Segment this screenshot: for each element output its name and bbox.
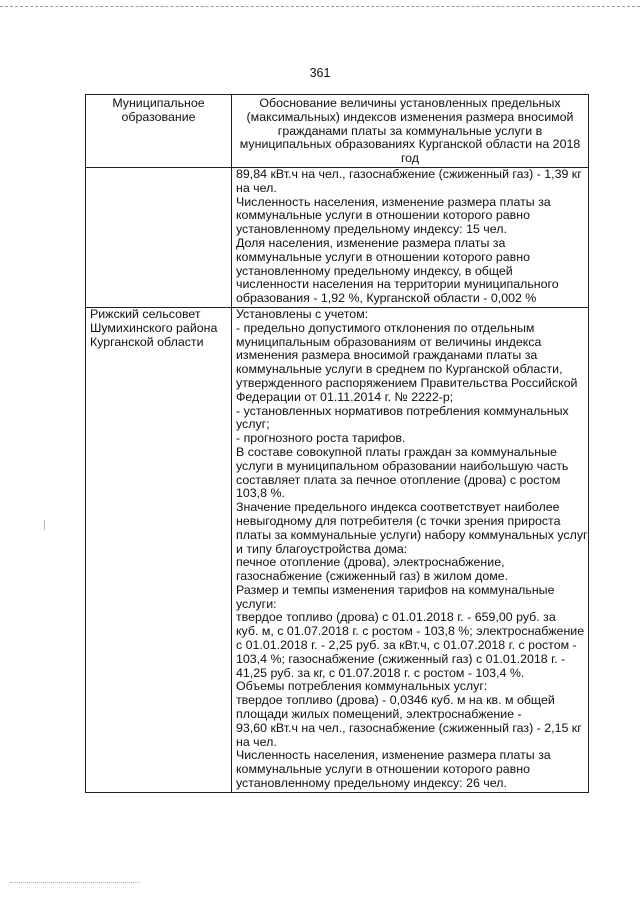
- text-line: куб. м, с 01.07.2018 г. с ростом - 103,8 %; электроснабжение: [236, 624, 585, 639]
- table-row: [86, 167, 589, 307]
- text-line: Размер и темпы изменения тарифов на коммунальные: [236, 582, 555, 597]
- justification-table: [85, 94, 589, 793]
- text-line: муниципальным образованиям от величины индекса: [236, 334, 542, 349]
- text-line: утвержденного распоряжением Правительства Российской: [236, 375, 578, 390]
- text-line: - прогнозного роста тарифов.: [236, 431, 406, 446]
- text-line: на чел.: [236, 734, 277, 749]
- scan-edge-bottom: [10, 882, 140, 883]
- table-header-row: [86, 95, 589, 168]
- justification-cell: [232, 307, 589, 792]
- text-line: твердое топливо (дрова) с 01.01.2018 г. - 659,00 руб. за: [236, 610, 556, 625]
- header-justification: Обоснование величины установленных предельных (максимальных) индексов изменения размера вносимой гражданами платы за коммунальные услуги в муниципальных образованиях Курганской области на 2018 год: [239, 96, 581, 166]
- text-line: Значение предельного индекса соответствует наиболее: [236, 500, 560, 515]
- text-line: - установленных нормативов потребления коммунальных: [236, 403, 569, 418]
- text-line: установленному предельному индексу: 26 чел.: [236, 776, 507, 791]
- justification-cell: [232, 167, 589, 307]
- text-line: 41,25 руб. за кг, с 01.07.2018 г. с ростом - 103,4 %.: [236, 665, 525, 680]
- text-line: невыгодному для потребителя (с точки зрения прироста: [236, 513, 561, 528]
- text-line: образования - 1,92 %, Курганской области - 0,002 %: [236, 291, 537, 306]
- text-line: коммунальные услуги в отношении которого равно: [236, 208, 530, 223]
- text-line: площади жилых помещений, электроснабжение -: [236, 707, 522, 722]
- text-line: услуги:: [236, 596, 277, 611]
- text-line: Доля населения, изменение размера платы за: [236, 235, 506, 250]
- text-line: изменения размера вносимой гражданами платы за: [236, 348, 538, 363]
- text-line: и типу благоустройства дома:: [236, 541, 408, 556]
- header-cell-municipality: [86, 95, 232, 168]
- text-line: численности населения на территории муниципального: [236, 277, 559, 292]
- text-line: Федерации от 01.11.2014 г. № 2222-р;: [236, 389, 454, 404]
- text-line: - предельно допустимого отклонения по отдельным: [236, 320, 535, 335]
- text-line: твердое топливо (дрова) - 0,0346 куб. м на кв. м общей: [236, 693, 555, 708]
- table-row: [86, 307, 589, 792]
- text-line: 103,4 %; газоснабжение (сжиженный газ) с 01.01.2018 г. -: [236, 651, 566, 666]
- text-line: Объемы потребления коммунальных услуг:: [236, 679, 488, 694]
- text-line: печное отопление (дрова), электроснабжение,: [236, 555, 505, 570]
- municipality-cell: [86, 307, 232, 792]
- text-line: на чел.: [236, 180, 277, 195]
- scan-mark: [44, 520, 45, 530]
- header-municipality: Муниципальное образование: [112, 96, 205, 124]
- text-line: 89,84 кВт.ч на чел., газоснабжение (сжиженный газ) - 1,39 кг: [236, 166, 582, 181]
- text-line: Численность населения, изменение размера платы за: [236, 194, 551, 209]
- text-line: платы за коммунальные услуги) набору коммунальных услуг: [236, 527, 588, 542]
- municipality-cell: [86, 167, 232, 307]
- text-line: коммунальные услуги в среднем по Курганской области,: [236, 362, 563, 377]
- text-line: Численность населения, изменение размера платы за: [236, 748, 551, 763]
- municipality-name: Рижский сельсовет Шумихинского района Курганской области: [90, 306, 218, 349]
- scan-edge-top: [0, 6, 640, 7]
- text-line: В составе совокупной платы граждан за коммунальные: [236, 444, 557, 459]
- text-line: 93,60 кВт.ч на чел., газоснабжение (сжиженный газ) - 2,15 кг: [236, 720, 582, 735]
- text-line: газоснабжение (сжиженный газ) в жилом доме.: [236, 569, 509, 584]
- text-line: составляет плата за печное отопление (дрова) с ростом: [236, 472, 561, 487]
- text-line: установленному предельному индексу: 15 чел.: [236, 222, 507, 237]
- text-line: установленному предельному индексу, в общей: [236, 263, 513, 278]
- text-line: 103,8 %.: [236, 486, 285, 501]
- page-number: 361: [309, 66, 331, 80]
- text-line: с 01.01.2018 г. - 2,25 руб. за кВт.ч, с 01.07.2018 г. с ростом -: [236, 638, 577, 653]
- text-line: услуг;: [236, 417, 270, 432]
- text-line: услуги в муниципальном образовании наибольшую часть: [236, 458, 569, 473]
- text-line: коммунальные услуги в отношении которого равно: [236, 249, 530, 264]
- text-line: коммунальные услуги в отношении которого равно: [236, 762, 530, 777]
- text-line: Установлены с учетом:: [236, 306, 369, 321]
- header-cell-justification: [232, 95, 589, 168]
